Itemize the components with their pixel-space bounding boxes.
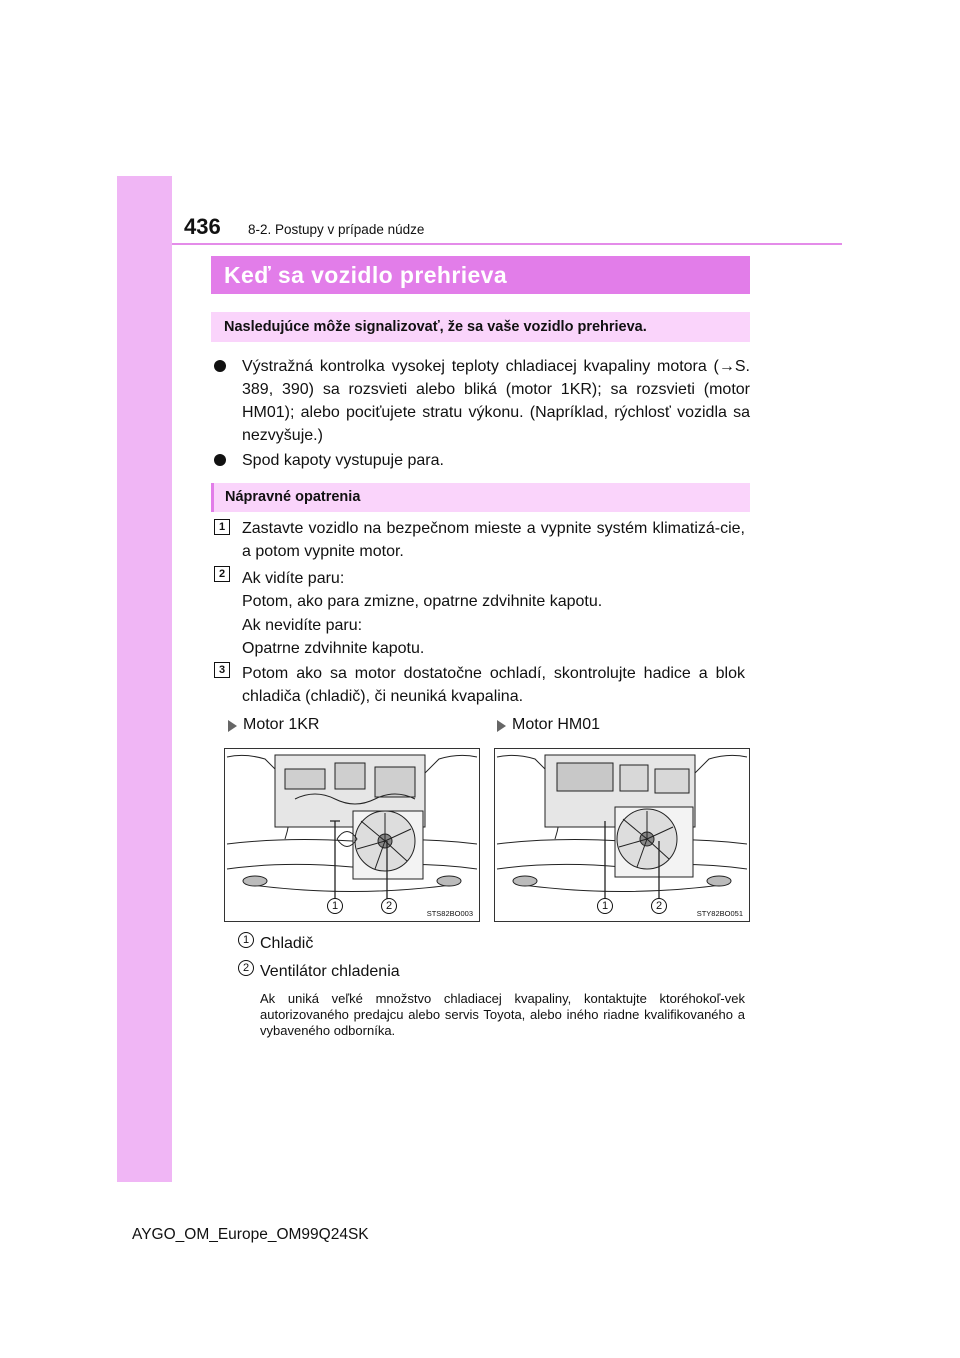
engine-diagram-1kr [224, 748, 480, 922]
page-title: Keď sa vozidlo prehrieva [211, 256, 750, 294]
bullet-text: Spod kapoty vystupuje para. [242, 452, 444, 469]
step-number: 3 [214, 662, 230, 678]
step-text-line: Ak vidíte paru: [242, 570, 345, 587]
legend-number: 2 [238, 960, 254, 976]
figure-code: STY82BO051 [696, 909, 743, 918]
section-header: 8-2. Postupy v prípade núdze [248, 222, 425, 237]
step-text-line: Ak nevidíte paru: [242, 617, 363, 634]
engine-illustration [495, 749, 749, 921]
callout-number: 1 [327, 898, 343, 914]
triangle-arrow-icon [497, 720, 506, 732]
header-divider [172, 243, 842, 245]
intro-heading: Nasledujúce môže signalizovať, že sa vaše vozidlo prehrieva. [211, 312, 750, 342]
page-number: 436 [184, 214, 221, 239]
step-number: 2 [214, 566, 230, 582]
legend-number: 1 [238, 932, 254, 948]
step-text [242, 567, 745, 613]
step-text: Potom ako sa motor dostatočne ochladí, skontrolujte hadice a blok chladiča (chladič), či neuniká kvapalina. [242, 665, 745, 705]
step-number: 1 [214, 519, 230, 535]
step-text: Zastavte vozidlo na bezpečnom mieste a vypnite systém klimatizá-cie, a potom vypnite motor. [242, 520, 745, 560]
step-text-line: Opatrne zdvihnite kapotu. [242, 640, 425, 657]
engine-illustration [225, 749, 479, 921]
figure-code: STS82BO003 [426, 909, 473, 918]
bullet-text: Výstražná kontrolka vysokej teploty chladiacej kvapaliny motora (→S. 389, 390) sa rozsvieti alebo bliká (motor 1KR); sa rozsvieti (motor HM01); alebo pociťujete stratu výkonu. (Napríklad, rýchlosť vozidla sa nezvyšuje.) [242, 358, 750, 444]
legend-text-fan: Ventilátor chladenia [260, 963, 400, 980]
callout-number: 1 [597, 898, 613, 914]
step-text [242, 614, 745, 660]
bullet-dot-icon [214, 360, 226, 372]
page-footer: AYGO_OM_Europe_OM99Q24SK [132, 1226, 369, 1243]
coolant-leak-note: Ak uniká veľké množstvo chladiacej kvapaliny, kontaktujte ktoréhokoľ-vek autorizovaného predajcu alebo servis Toyota, alebo iného riadne kvalifikovaného a vybaveného odborníka. [260, 991, 745, 1038]
triangle-arrow-icon [228, 720, 237, 732]
engine-diagram-hm01 [494, 748, 750, 922]
callout-number: 2 [651, 898, 667, 914]
bullet-dot-icon [214, 454, 226, 466]
remedy-heading: Nápravné opatrenia [211, 483, 750, 512]
legend-text-radiator: Chladič [260, 935, 314, 952]
step-text-line: Potom, ako para zmizne, opatrne zdvihnite kapotu. [242, 593, 603, 610]
callout-number: 2 [381, 898, 397, 914]
chapter-sidebar [117, 176, 172, 1182]
